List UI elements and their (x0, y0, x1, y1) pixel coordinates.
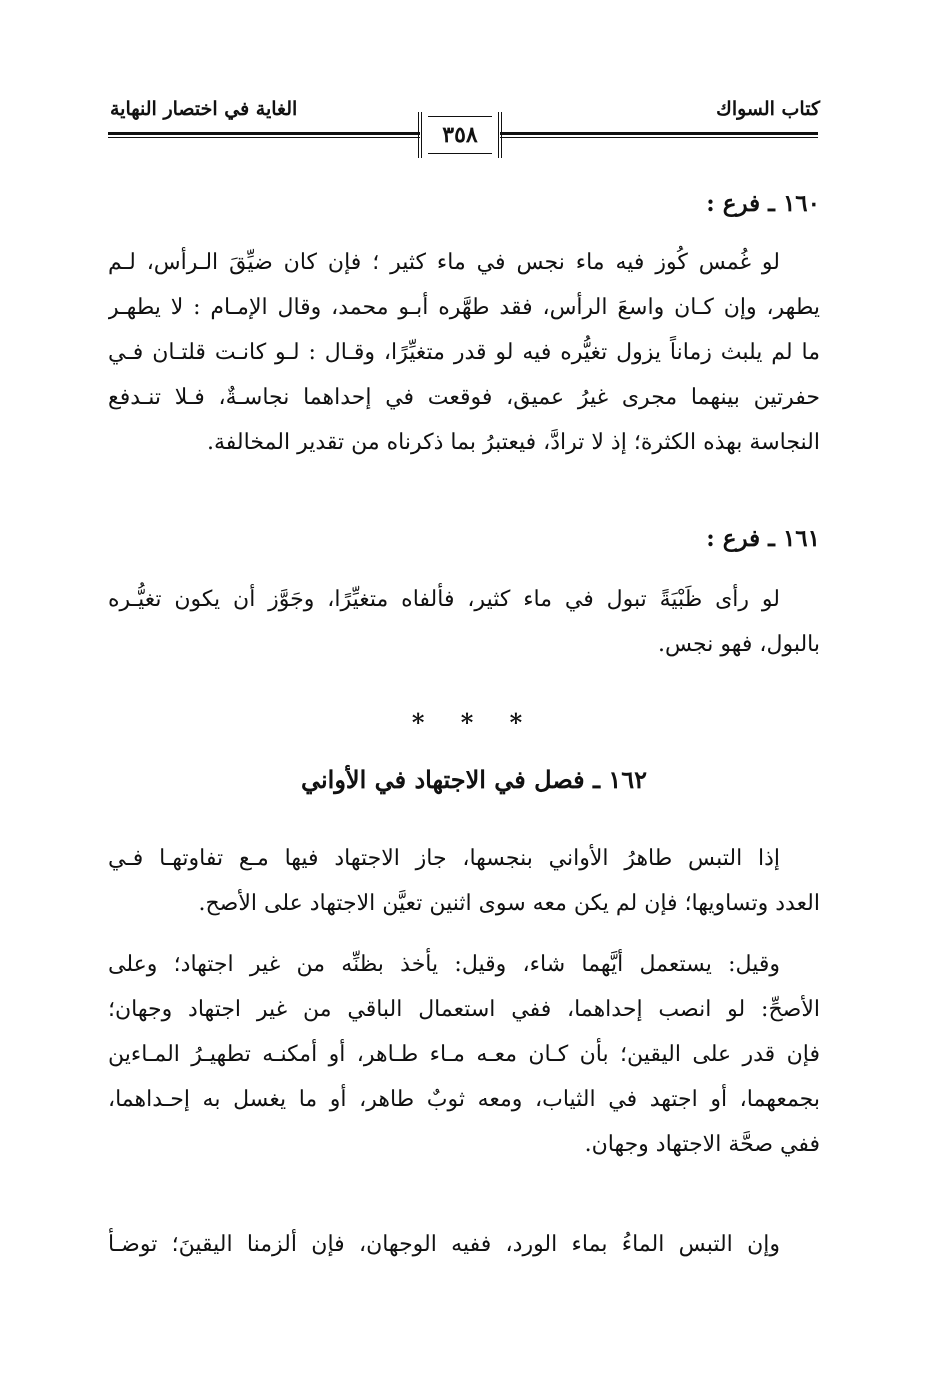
running-header-book-title: كتاب السواك (716, 98, 820, 120)
text-line: ففي صحَّة الاجتهاد وجهان. (584, 1132, 820, 1157)
header-rule (500, 132, 818, 135)
text-line: بجمعهما، أو اجتهد في الثياب، ومعه ثوبٌ طاهر، أو ما يغسل به إحـداهما، (108, 1087, 820, 1112)
section-separator: * * * (411, 708, 537, 737)
chapter-paragraph-3 (108, 1222, 820, 1267)
text-line: ما لم يلبث زماناً يزول تغيُّره فيه لو قدر متغيِّرًا، وقـال : لـو كانـت قلتـان فـي (108, 340, 820, 365)
text-line: لو رأى ظَبْيَةً تبول في ماء كثير، فألفاه متغيِّرًا، وجَوَّز أن يكون تغيُّـره (108, 587, 780, 612)
chapter-paragraph-1 (108, 836, 820, 926)
page-number-frame (418, 112, 502, 158)
section-160-body (108, 240, 820, 465)
text-line: الأصحِّ: لو انصب إحداهما، ففي استعمال الباقي من غير اجتهاد وجهان؛ (108, 997, 820, 1022)
text-line: يطهر، وإن كـان واسعَ الرأس، فقد طهَّره أبـو محمد، وقال الإمـام : لا يطهـر (108, 295, 820, 320)
page-number: ٣٥٨ (442, 122, 478, 148)
text-line: إذا التبس طاهرُ الأواني بنجسها، جاز الاجتهاد فيها مـع تفاوتهـا فـي (108, 846, 780, 871)
header-rule (500, 137, 818, 138)
section-heading-161: ١٦١ ـ فرع : (706, 525, 820, 552)
section-heading-160: ١٦٠ ـ فرع : (706, 190, 820, 217)
text-line: حفرتين بينهما مجرى غيرُ عميق، فوقعت في إحداهما نجاسـةٌ، فـلا تنـدفع (108, 385, 820, 410)
header-rule (108, 132, 420, 135)
text-line: فإن قدر على اليقين؛ بأن كـان معـه مـاء طـاهر، أو أمكنـه تطهيـرُ المـاءين (108, 1042, 820, 1067)
text-line: بالبول، فهو نجس. (658, 632, 820, 657)
text-line: وإن التبس الماءُ بماء الورد، ففيه الوجهان، فإن ألزمنا اليقينَ؛ توضـأ (108, 1232, 780, 1257)
running-header-work-title: الغاية في اختصار النهاية (110, 98, 298, 120)
text-line: وقيل: يستعمل أيَّهما شاء، وقيل: يأخذ بظنِّه من غير اجتهاد؛ وعلى (108, 952, 780, 977)
text-line: العدد وتساويها؛ فإن لم يكن معه سوى اثنين تعيَّن الاجتهاد على الأصح. (198, 891, 820, 916)
text-line: لو غُمس كُوز فيه ماء نجس في ماء كثير ؛ فإن كان ضيِّقَ الـرأس، لـم (108, 250, 780, 275)
text-line: النجاسة بهذه الكثرة؛ إذ لا ترادَّ، فيعتبرُ بما ذكرناه من تقدير المخالفة. (207, 430, 820, 455)
header-rule (108, 137, 420, 138)
section-161-body (108, 577, 820, 667)
chapter-heading-162: ١٦٢ ـ فصل في الاجتهاد في الأواني (300, 765, 648, 794)
chapter-paragraph-2 (108, 942, 820, 1167)
